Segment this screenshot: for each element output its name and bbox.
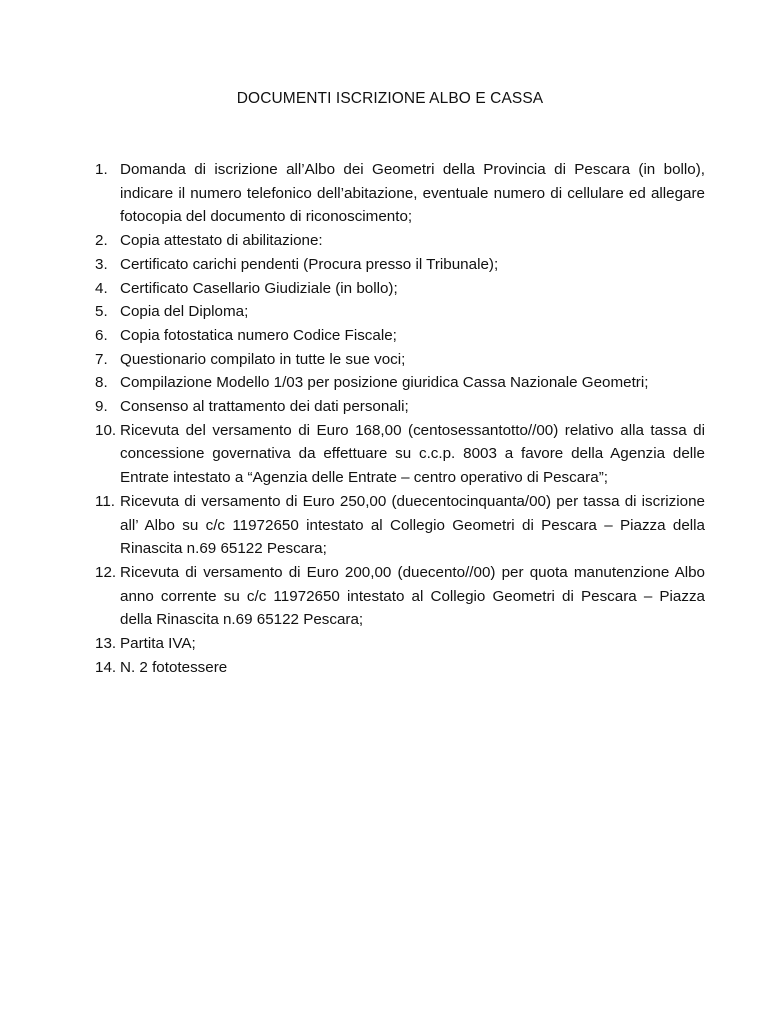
- item-text: Ricevuta di versamento di Euro 200,00 (duecento//00) per quota manutenzione Albo anno corrente su c/c 11972650 intestato al Collegio Geometri di Pescara – Piazza della Rinascita n.69 65122 Pescara;: [120, 563, 705, 629]
- list-item: [95, 371, 705, 395]
- item-number: 3.: [95, 255, 108, 273]
- item-text: Partita IVA;: [120, 635, 196, 653]
- item-number: 12.: [95, 563, 117, 581]
- list-item: [95, 561, 705, 632]
- item-number: 1.: [95, 161, 108, 178]
- item-text: Copia del Diploma;: [120, 303, 249, 321]
- item-text: Certificato carichi pendenti (Procura presso il Tribunale);: [120, 255, 499, 273]
- item-number: 10.: [95, 421, 117, 439]
- item-text: Questionario compilato in tutte le sue voci;: [120, 350, 406, 368]
- list-item: [95, 229, 705, 253]
- list-item: [95, 656, 705, 680]
- item-number: 14.: [95, 658, 117, 676]
- documents-list: [95, 158, 705, 679]
- item-text: Ricevuta di versamento di Euro 250,00 (duecentocinquanta/00) per tassa di iscrizione all’ Albo su c/c 11972650 intestato al Collegio Geometri di Pescara – Piazza della Rinascita n.69 65122 Pescara;: [120, 492, 705, 558]
- list-item: [95, 419, 705, 490]
- list-item: [95, 158, 705, 229]
- item-number: 5.: [95, 303, 108, 321]
- item-number: 8.: [95, 374, 108, 392]
- list-item: [95, 277, 705, 301]
- item-number: 11.: [95, 492, 115, 510]
- item-text: Consenso al trattamento dei dati personali;: [120, 398, 409, 416]
- item-number: 6.: [95, 326, 108, 344]
- list-item: [95, 253, 705, 277]
- list-item: [95, 300, 705, 324]
- item-text: Compilazione Modello 1/03 per posizione giuridica Cassa Nazionale Geometri;: [120, 374, 649, 392]
- item-number: 13.: [95, 635, 117, 653]
- page-title: DOCUMENTI ISCRIZIONE ALBO E CASSA: [236, 90, 544, 107]
- list-item: [95, 490, 705, 561]
- item-text: Ricevuta del versamento di Euro 168,00 (centosessantotto//00) relativo alla tassa di concessione governativa da effettuare su c.c.p. 8003 a favore della Agenzia delle Entrate intestato a “Agenzia delle Entrate – centro operativo di Pescara”;: [120, 421, 705, 487]
- list-item: [95, 632, 705, 656]
- list-item: [95, 348, 705, 372]
- item-number: 4.: [95, 279, 108, 297]
- item-text: N. 2 fototessere: [120, 658, 228, 676]
- list-item: [95, 395, 705, 419]
- item-text: Copia fotostatica numero Codice Fiscale;: [120, 326, 397, 344]
- list-item: [95, 324, 705, 348]
- item-text: Certificato Casellario Giudiziale (in bollo);: [120, 279, 398, 297]
- item-text: Copia attestato di abilitazione:: [120, 232, 323, 250]
- item-number: 9.: [95, 398, 108, 416]
- item-number: 2.: [95, 232, 108, 250]
- item-text: Domanda di iscrizione all’Albo dei Geometri della Provincia di Pescara (in bollo), indicare il numero telefonico dell’abitazione, eventuale numero di cellulare ed allegare fotocopia del documento di riconoscimento;: [120, 161, 705, 226]
- item-number: 7.: [95, 350, 108, 368]
